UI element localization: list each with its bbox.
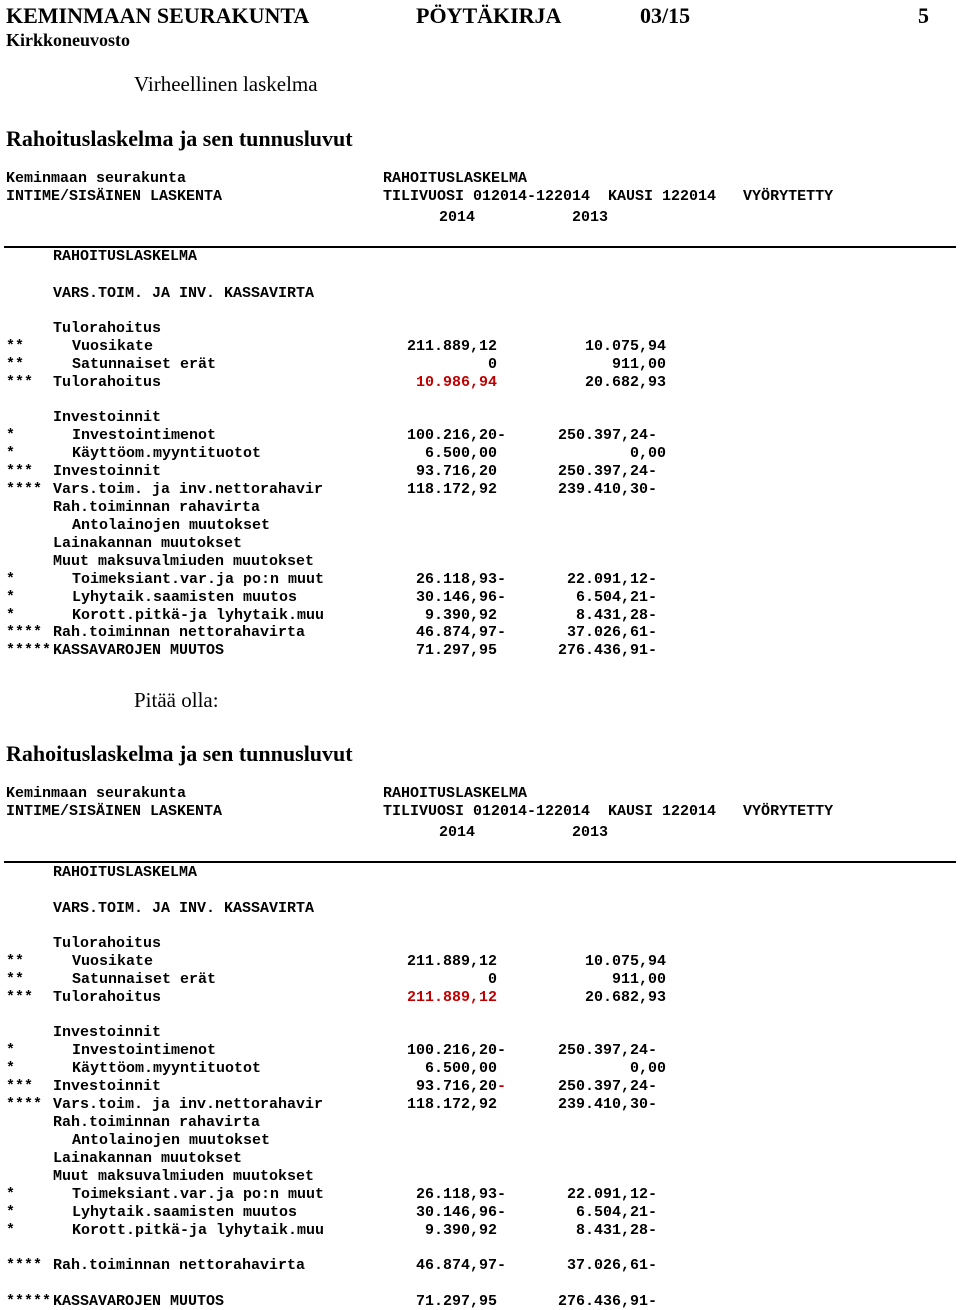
row-marker: **** (6, 1257, 43, 1274)
value-2013: 20.682,93 (584, 989, 666, 1006)
value-2013: 276.436,91- (557, 642, 657, 659)
value-2013: 911,00 (611, 356, 666, 373)
value-2014: 9.390,92 (424, 1222, 497, 1239)
row-label: Tulorahoitus (53, 320, 162, 337)
value-2013: 22.091,12- (566, 1186, 657, 1203)
value-2014: 211.889,12 (406, 953, 497, 970)
row-marker: **** (6, 1096, 43, 1113)
row-marker: **** (6, 481, 43, 498)
value-2013: 37.026,61- (566, 1257, 657, 1274)
row-marker: **** (6, 624, 43, 641)
value-2013: 8.431,28- (575, 1222, 657, 1239)
row-label: Investoinnit (53, 1078, 162, 1095)
report-org: Keminmaan seurakunta (6, 785, 187, 802)
value-2013: 911,00 (611, 971, 666, 988)
header-rule (4, 861, 956, 863)
section-note: Virheellinen laskelma (134, 72, 318, 96)
row-label: Korott.pitkä-ja lyhytaik.muu (72, 607, 325, 624)
row-label: Korott.pitkä-ja lyhytaik.muu (72, 1222, 325, 1239)
section-note: Pitää olla: (134, 688, 219, 712)
row-marker: * (6, 1186, 16, 1203)
value-2013: 250.397,24- (557, 1078, 657, 1095)
row-label: Rah.toiminnan nettorahavirta (53, 624, 306, 641)
row-label: Toimeksiant.var.ja po:n muut (72, 1186, 325, 1203)
row-marker: * (6, 1222, 16, 1239)
value-2014: 26.118,93- (415, 571, 506, 588)
row-marker: *** (6, 989, 34, 1006)
value-2014: 211.889,12 (406, 989, 497, 1006)
value-2014: 0 (487, 356, 497, 373)
value-2013: 276.436,91- (557, 1293, 657, 1310)
row-marker: ***** (6, 642, 52, 659)
value-2014: 118.172,92 (406, 1096, 497, 1113)
row-label: Investoinnit (53, 409, 162, 426)
value-2013: 6.504,21- (575, 589, 657, 606)
row-marker: *** (6, 374, 34, 391)
row-label: Tulorahoitus (53, 989, 162, 1006)
value-2013: 239.410,30- (557, 481, 657, 498)
row-label: Vuosikate (72, 953, 154, 970)
body-name: Kirkkoneuvosto (6, 30, 131, 50)
report-org: Keminmaan seurakunta (6, 170, 187, 187)
value-2014: 211.889,12 (406, 338, 497, 355)
row-label: Toimeksiant.var.ja po:n muut (72, 571, 325, 588)
value-2014: 118.172,92 (406, 481, 497, 498)
report-period: TILIVUOSI 012014-122014 KAUSI 122014 VYÖRYTETTY (383, 188, 834, 205)
page-number: 5 (918, 3, 929, 28)
value-2013: 239.410,30- (557, 1096, 657, 1113)
document-type: PÖYTÄKIRJA (416, 3, 562, 28)
row-marker: * (6, 1060, 16, 1077)
value-2014: 9.390,92 (424, 607, 497, 624)
value-2014: 6.500,00 (424, 445, 497, 462)
section-title: Rahoituslaskelma ja sen tunnusluvut (6, 126, 353, 151)
row-label: Investoinnit (53, 1024, 162, 1041)
report-unit: INTIME/SISÄINEN LASKENTA (6, 188, 223, 205)
row-label: Tulorahoitus (53, 374, 162, 391)
value-2014: 46.874,97- (415, 1257, 506, 1274)
row-label: Antolainojen muutokset (72, 517, 271, 534)
value-2013: 0,00 (629, 445, 666, 462)
row-label: Investointimenot (72, 427, 217, 444)
row-label: Tulorahoitus (53, 935, 162, 952)
value-2013: 250.397,24- (557, 1042, 657, 1059)
report-name: RAHOITUSLASKELMA (383, 170, 528, 187)
value-2013: 10.075,94 (584, 953, 666, 970)
row-label: Lyhytaik.saamisten muutos (72, 589, 298, 606)
row-label: Lainakannan muutokset (53, 1150, 243, 1167)
value-2013: 250.397,24- (557, 463, 657, 480)
value-2014: 10.986,94 (415, 374, 497, 391)
row-label: Satunnaiset erät (72, 971, 217, 988)
value-2014: 93.716,20- (415, 1078, 506, 1095)
year-column-2: 2013 (572, 824, 609, 841)
row-marker: ** (6, 338, 25, 355)
row-marker: * (6, 607, 16, 624)
row-label: Käyttöom.myyntituotot (72, 445, 262, 462)
value-2014: 71.297,95 (415, 1293, 497, 1310)
row-label: Vuosikate (72, 338, 154, 355)
value-2013: 250.397,24- (557, 427, 657, 444)
row-marker: * (6, 1204, 16, 1221)
row-label: VARS.TOIM. JA INV. KASSAVIRTA (53, 900, 315, 917)
value-2013: 22.091,12- (566, 571, 657, 588)
value-2013: 0,00 (629, 1060, 666, 1077)
row-label: Antolainojen muutokset (72, 1132, 271, 1149)
row-marker: * (6, 1042, 16, 1059)
row-label: Rah.toiminnan rahavirta (53, 1114, 261, 1131)
row-marker: *** (6, 463, 34, 480)
row-label: Käyttöom.myyntituotot (72, 1060, 262, 1077)
report-period: TILIVUOSI 012014-122014 KAUSI 122014 VYÖRYTETTY (383, 803, 834, 820)
value-2014: 100.216,20- (406, 427, 506, 444)
row-marker: *** (6, 1078, 34, 1095)
row-label: Investointimenot (72, 1042, 217, 1059)
row-marker: * (6, 571, 16, 588)
value-2014: 93.716,20 (415, 463, 497, 480)
report-unit: INTIME/SISÄINEN LASKENTA (6, 803, 223, 820)
row-label: Lyhytaik.saamisten muutos (72, 1204, 298, 1221)
value-2013: 8.431,28- (575, 607, 657, 624)
row-marker: * (6, 589, 16, 606)
row-label: KASSAVAROJEN MUUTOS (53, 1293, 225, 1310)
value-2013: 6.504,21- (575, 1204, 657, 1221)
row-label: Investoinnit (53, 463, 162, 480)
row-marker: * (6, 427, 16, 444)
row-marker: ** (6, 953, 25, 970)
value-2013: 20.682,93 (584, 374, 666, 391)
value-2013: 37.026,61- (566, 624, 657, 641)
value-2013: 10.075,94 (584, 338, 666, 355)
value-2014: 6.500,00 (424, 1060, 497, 1077)
row-label: Satunnaiset erät (72, 356, 217, 373)
row-marker: ** (6, 971, 25, 988)
value-2014: 26.118,93- (415, 1186, 506, 1203)
value-2014: 30.146,96- (415, 589, 506, 606)
org-name: KEMINMAAN SEURAKUNTA (6, 3, 310, 28)
row-label: Muut maksuvalmiuden muutokset (53, 553, 315, 570)
row-label: RAHOITUSLASKELMA (53, 248, 198, 265)
row-label: RAHOITUSLASKELMA (53, 864, 198, 881)
year-column-1: 2014 (439, 209, 476, 226)
year-column-2: 2013 (572, 209, 609, 226)
value-2014: 71.297,95 (415, 642, 497, 659)
row-label: VARS.TOIM. JA INV. KASSAVIRTA (53, 285, 315, 302)
value-2014: 30.146,96- (415, 1204, 506, 1221)
row-marker: ***** (6, 1293, 52, 1310)
row-label: Vars.toim. ja inv.nettorahavir (53, 1096, 324, 1113)
row-label: Muut maksuvalmiuden muutokset (53, 1168, 315, 1185)
row-marker: ** (6, 356, 25, 373)
value-2014: 46.874,97- (415, 624, 506, 641)
value-2014: 100.216,20- (406, 1042, 506, 1059)
report-name: RAHOITUSLASKELMA (383, 785, 528, 802)
row-label: Rah.toiminnan nettorahavirta (53, 1257, 306, 1274)
section-title: Rahoituslaskelma ja sen tunnusluvut (6, 741, 353, 766)
value-2014: 0 (487, 971, 497, 988)
row-label: Rah.toiminnan rahavirta (53, 499, 261, 516)
row-marker: * (6, 445, 16, 462)
row-label: Lainakannan muutokset (53, 535, 243, 552)
row-label: KASSAVAROJEN MUUTOS (53, 642, 225, 659)
row-label: Vars.toim. ja inv.nettorahavir (53, 481, 324, 498)
document-number: 03/15 (640, 3, 691, 28)
year-column-1: 2014 (439, 824, 476, 841)
